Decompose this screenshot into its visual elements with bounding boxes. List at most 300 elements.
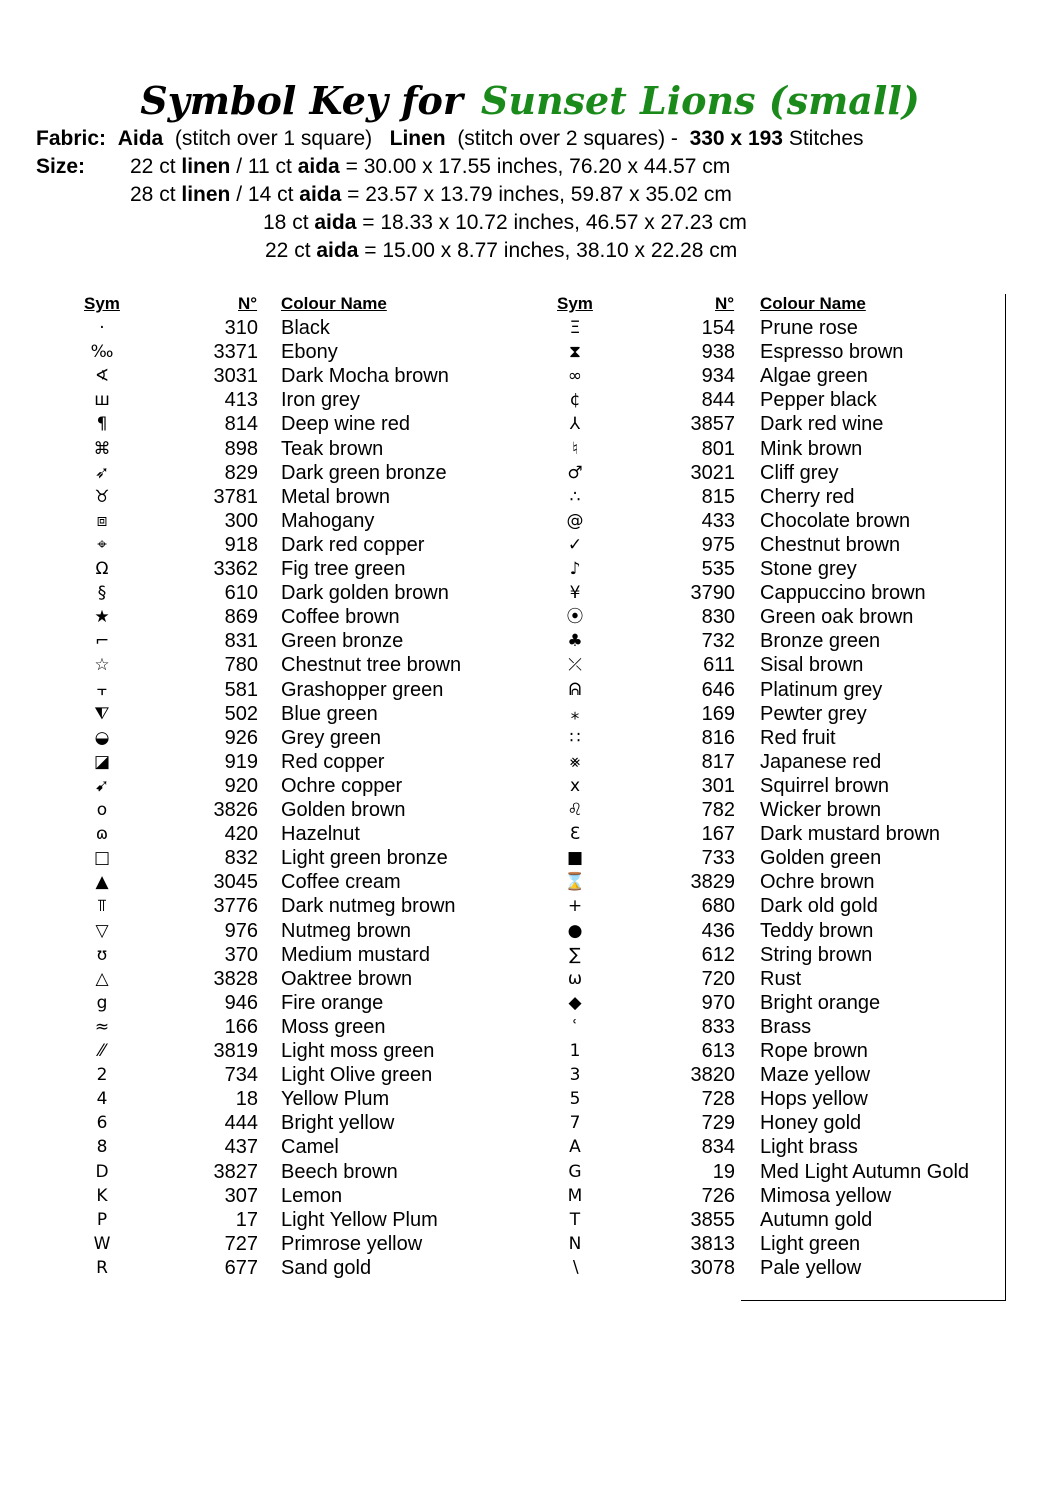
symbol-glyph: ¢ bbox=[569, 390, 581, 411]
floss-number: 734 bbox=[224, 1064, 258, 1087]
colour-name: Metal brown bbox=[281, 485, 390, 508]
symbol-glyph: M bbox=[567, 1185, 583, 1206]
colour-name: Rope brown bbox=[760, 1040, 868, 1062]
floss-number: 433 bbox=[701, 509, 735, 532]
symbol-glyph: · bbox=[99, 318, 105, 338]
colour-name: Mimosa yellow bbox=[760, 1184, 892, 1207]
floss-number: 18 bbox=[235, 1088, 258, 1111]
floss-number: 832 bbox=[224, 847, 258, 870]
floss-number: 154 bbox=[701, 317, 735, 339]
floss-number: 3045 bbox=[213, 871, 258, 894]
table-row bbox=[0, 316, 1060, 340]
floss-number: 437 bbox=[224, 1136, 258, 1159]
symbol-glyph: Ω bbox=[95, 559, 109, 579]
colour-name: Cliff grey bbox=[760, 461, 839, 484]
floss-number: 3362 bbox=[213, 558, 258, 580]
symbol-glyph: ♌ bbox=[567, 800, 583, 820]
header-name-right: Colour Name bbox=[760, 294, 866, 313]
colour-name: Dark red copper bbox=[281, 533, 425, 556]
floss-number: 3031 bbox=[213, 365, 258, 388]
colour-name: Light green bbox=[760, 1232, 861, 1255]
floss-number: 816 bbox=[701, 726, 735, 749]
colour-name: Prune rose bbox=[760, 317, 858, 339]
symbol-glyph: 6 bbox=[96, 1113, 108, 1134]
symbol-glyph: D bbox=[95, 1161, 109, 1182]
fabric-linen: Linen bbox=[389, 127, 446, 150]
fabric-line bbox=[36, 127, 864, 151]
colour-name: Brass bbox=[760, 1015, 812, 1038]
symbol-glyph: 8 bbox=[96, 1137, 108, 1158]
floss-number: 444 bbox=[224, 1112, 258, 1135]
floss-number: 918 bbox=[224, 533, 258, 556]
size-label: Size: bbox=[36, 155, 86, 178]
table-row bbox=[0, 991, 1060, 1015]
colour-name: Mahogany bbox=[281, 509, 375, 532]
symbol-glyph: ‰ bbox=[90, 342, 114, 363]
floss-number: 3855 bbox=[690, 1208, 735, 1231]
table-row bbox=[0, 1184, 1060, 1208]
table-row bbox=[0, 509, 1060, 533]
page-title bbox=[0, 78, 1060, 123]
fabric-label: Fabric: bbox=[36, 127, 107, 150]
floss-number: 814 bbox=[224, 413, 258, 436]
symbol-glyph: ▲ bbox=[95, 872, 109, 893]
floss-number: 646 bbox=[701, 678, 735, 701]
symbol-glyph: ⁎ bbox=[570, 703, 580, 724]
table-row bbox=[0, 870, 1060, 894]
colour-name: Cherry red bbox=[760, 485, 855, 508]
colour-name: Light green bronze bbox=[281, 847, 448, 870]
floss-number: 3828 bbox=[213, 967, 258, 990]
colour-name: Coffee cream bbox=[281, 871, 401, 894]
symbol-glyph: ¥ bbox=[569, 583, 581, 604]
header-num-right: N° bbox=[715, 294, 735, 313]
symbol-glyph: ɷ bbox=[95, 824, 109, 845]
floss-number: 926 bbox=[224, 726, 258, 749]
floss-number: 307 bbox=[224, 1184, 258, 1207]
floss-number: 869 bbox=[224, 606, 258, 629]
symbol-glyph: ⁄⁄ bbox=[99, 1041, 105, 1061]
symbol-glyph: N bbox=[568, 1233, 582, 1254]
symbol-glyph: □ bbox=[93, 848, 111, 869]
header-num-left: N° bbox=[238, 294, 258, 313]
colour-name: Squirrel brown bbox=[760, 774, 889, 797]
symbol-glyph: ω bbox=[567, 968, 583, 989]
floss-number: 833 bbox=[701, 1015, 735, 1038]
colour-name: Golden green bbox=[760, 847, 882, 870]
table-row bbox=[0, 557, 1060, 581]
table-row bbox=[0, 943, 1060, 967]
symbol-glyph: 4 bbox=[96, 1089, 108, 1110]
colour-name: Medium mustard bbox=[281, 943, 430, 966]
size-line-3: 18 ct aida = 18.33 x 10.72 inches, 46.57 x 27.23 cm bbox=[263, 211, 747, 234]
symbol-glyph: K bbox=[96, 1185, 108, 1206]
colour-name: Chestnut brown bbox=[760, 533, 901, 556]
colour-name: Bright yellow bbox=[281, 1112, 395, 1135]
symbol-glyph: ∴ bbox=[569, 486, 581, 507]
floss-number: 436 bbox=[701, 919, 735, 942]
floss-number: 733 bbox=[701, 847, 735, 870]
floss-number: 3776 bbox=[213, 895, 258, 918]
colour-name: Grey green bbox=[281, 726, 382, 749]
symbol-glyph: ■ bbox=[566, 848, 584, 869]
colour-name: Light Olive green bbox=[281, 1064, 433, 1087]
colour-name: Bronze green bbox=[760, 630, 881, 653]
floss-number: 3371 bbox=[213, 341, 258, 364]
table-row bbox=[0, 1015, 1060, 1039]
colour-name: Light moss green bbox=[281, 1040, 435, 1062]
floss-number: 934 bbox=[701, 365, 735, 388]
table-row bbox=[0, 1160, 1060, 1184]
table-row bbox=[0, 629, 1060, 653]
table-row bbox=[0, 1232, 1060, 1256]
header-name-left: Colour Name bbox=[281, 294, 387, 313]
colour-name: Teak brown bbox=[281, 437, 384, 460]
floss-number: 831 bbox=[224, 630, 258, 653]
table-row bbox=[0, 340, 1060, 364]
colour-name: Ochre brown bbox=[760, 871, 875, 894]
symbol-glyph: ш bbox=[94, 390, 110, 411]
colour-name: Beech brown bbox=[281, 1160, 398, 1183]
symbol-glyph: W bbox=[93, 1233, 111, 1254]
floss-number: 612 bbox=[701, 943, 735, 966]
colour-name: Dark mustard brown bbox=[760, 823, 941, 846]
table-row bbox=[0, 653, 1060, 677]
colour-name: Yellow Plum bbox=[281, 1088, 390, 1111]
symbol-glyph: ⧗ bbox=[569, 342, 581, 363]
table-row bbox=[0, 726, 1060, 750]
colour-name: Ebony bbox=[281, 341, 338, 364]
symbol-glyph: @ bbox=[566, 510, 584, 531]
floss-number: 420 bbox=[224, 823, 258, 846]
floss-number: 782 bbox=[701, 799, 735, 821]
colour-name: Lemon bbox=[281, 1184, 343, 1207]
table-row bbox=[0, 1111, 1060, 1135]
colour-name: Pale yellow bbox=[760, 1256, 862, 1279]
floss-number: 3819 bbox=[213, 1040, 258, 1062]
colour-name: Bright orange bbox=[760, 991, 881, 1014]
symbol-glyph: + bbox=[567, 896, 583, 917]
colour-name: Blue green bbox=[281, 702, 378, 725]
colour-name: Sisal brown bbox=[760, 654, 864, 677]
floss-number: 817 bbox=[701, 750, 735, 773]
colour-name: Light brass bbox=[760, 1136, 858, 1159]
symbol-glyph: g bbox=[96, 992, 108, 1013]
table-row bbox=[0, 412, 1060, 436]
table-row bbox=[0, 605, 1060, 629]
symbol-glyph: ◒ bbox=[94, 727, 110, 748]
floss-number: 167 bbox=[701, 823, 735, 846]
symbol-glyph: ⫟ bbox=[96, 679, 108, 700]
symbol-glyph: ✓ bbox=[567, 534, 583, 555]
symbol-glyph: ⧨ bbox=[94, 703, 110, 724]
bottom-border-line bbox=[741, 1300, 1005, 1301]
colour-name: Pewter grey bbox=[760, 702, 867, 725]
table-row bbox=[0, 1256, 1060, 1280]
colour-name: Sand gold bbox=[281, 1256, 372, 1279]
symbol-glyph: ʊ bbox=[96, 944, 108, 965]
colour-name: Camel bbox=[281, 1136, 339, 1159]
size-line-1: 22 ct linen / 11 ct aida = 30.00 x 17.55 inches, 76.20 x 44.57 cm bbox=[130, 155, 731, 178]
header-sym-left: Sym bbox=[84, 294, 120, 313]
colour-name: Teddy brown bbox=[760, 919, 874, 942]
symbol-glyph: ⫪ bbox=[97, 896, 107, 917]
colour-name: Med Light Autumn Gold bbox=[760, 1160, 970, 1183]
colour-name: Dark red wine bbox=[760, 413, 884, 436]
floss-number: 727 bbox=[224, 1232, 258, 1255]
colour-name: Iron grey bbox=[281, 389, 360, 412]
colour-name: Dark golden brown bbox=[281, 582, 449, 605]
table-row bbox=[0, 750, 1060, 774]
symbol-glyph: T bbox=[569, 1209, 581, 1230]
size-line-2: 28 ct linen / 14 ct aida = 23.57 x 13.79 inches, 59.87 x 35.02 cm bbox=[130, 183, 732, 206]
symbol-glyph: ➹ bbox=[94, 775, 110, 796]
symbol-glyph: △ bbox=[95, 968, 109, 989]
colour-name: Platinum grey bbox=[760, 678, 883, 701]
floss-number: 976 bbox=[224, 919, 258, 942]
symbol-glyph: ⌘ bbox=[93, 438, 111, 459]
floss-number: 720 bbox=[701, 967, 735, 990]
table-row bbox=[0, 1135, 1060, 1159]
colour-name: Moss green bbox=[281, 1015, 386, 1038]
floss-number: 3078 bbox=[690, 1256, 735, 1279]
floss-number: 919 bbox=[224, 750, 258, 773]
floss-number: 611 bbox=[703, 654, 735, 677]
floss-number: 3826 bbox=[213, 799, 258, 821]
symbol-glyph: Ɛ bbox=[569, 824, 581, 845]
symbol-glyph: ◪ bbox=[93, 751, 111, 772]
floss-number: 610 bbox=[224, 582, 258, 605]
floss-number: 613 bbox=[701, 1040, 735, 1062]
floss-number: 920 bbox=[224, 774, 258, 797]
symbol-glyph: ⌐ bbox=[94, 631, 110, 652]
floss-number: 3813 bbox=[690, 1232, 735, 1255]
colour-name: Oaktree brown bbox=[281, 967, 413, 990]
fabric-aida: Aida bbox=[117, 127, 164, 150]
colour-name: Fig tree green bbox=[281, 558, 406, 580]
colour-name: Japanese red bbox=[760, 750, 882, 773]
colour-name: Dark Mocha brown bbox=[281, 365, 449, 388]
colour-name: Espresso brown bbox=[760, 341, 904, 364]
table-row bbox=[0, 774, 1060, 798]
colour-name: Coffee brown bbox=[281, 606, 400, 629]
size-line-4: 22 ct aida = 15.00 x 8.77 inches, 38.10 x 22.28 cm bbox=[265, 239, 738, 262]
symbol-glyph: ∖ bbox=[569, 1257, 581, 1278]
symbol-glyph: A bbox=[569, 1137, 581, 1158]
colour-name: Primrose yellow bbox=[281, 1232, 423, 1255]
floss-number: 535 bbox=[701, 558, 735, 580]
colour-name: String brown bbox=[760, 943, 873, 966]
table-row bbox=[0, 846, 1060, 870]
colour-name: Cappuccino brown bbox=[760, 582, 926, 605]
colour-name: Ochre copper bbox=[281, 774, 403, 797]
symbol-glyph: 7 bbox=[569, 1113, 581, 1134]
table-row bbox=[0, 1208, 1060, 1232]
colour-name: Black bbox=[281, 317, 330, 339]
colour-name: Wicker brown bbox=[760, 799, 882, 821]
colour-name: Honey gold bbox=[760, 1112, 862, 1135]
colour-name: Autumn gold bbox=[760, 1208, 873, 1231]
colour-name: Fire orange bbox=[281, 991, 384, 1014]
floss-number: 17 bbox=[235, 1208, 258, 1231]
title-prefix: Symbol Key for bbox=[140, 78, 463, 123]
symbol-glyph: ∑ bbox=[569, 944, 581, 965]
table-row bbox=[0, 822, 1060, 846]
table-row bbox=[0, 894, 1060, 918]
symbol-glyph: ∷ bbox=[569, 727, 581, 748]
symbol-glyph: ☆ bbox=[94, 655, 110, 676]
colour-name: Hazelnut bbox=[281, 823, 360, 846]
colour-name: Red fruit bbox=[760, 726, 836, 749]
symbol-glyph: ¶ bbox=[96, 414, 108, 435]
floss-number: 801 bbox=[701, 437, 735, 460]
symbol-glyph: ● bbox=[567, 920, 583, 941]
header-sym-right: Sym bbox=[557, 294, 593, 313]
table-row bbox=[0, 485, 1060, 509]
table-row bbox=[0, 364, 1060, 388]
symbol-glyph: ♂ bbox=[567, 462, 583, 483]
colour-name: Nutmeg brown bbox=[281, 919, 412, 942]
symbol-glyph: ⌛ bbox=[564, 872, 586, 893]
table-row bbox=[0, 1039, 1060, 1063]
floss-number: 728 bbox=[701, 1088, 735, 1111]
symbol-glyph: ⨳ bbox=[569, 751, 581, 772]
symbol-glyph: ᕱ bbox=[568, 679, 582, 700]
symbol-glyph: ʿ bbox=[572, 1016, 578, 1037]
floss-number: 19 bbox=[712, 1160, 735, 1183]
colour-name: Hops yellow bbox=[760, 1088, 868, 1111]
floss-number: 3827 bbox=[213, 1160, 258, 1183]
symbol-glyph: o bbox=[96, 800, 108, 820]
table-row bbox=[0, 967, 1060, 991]
symbol-glyph: G bbox=[568, 1161, 582, 1182]
colour-name: Golden brown bbox=[281, 799, 406, 821]
table-row bbox=[0, 798, 1060, 822]
floss-number: 830 bbox=[701, 606, 735, 629]
symbol-glyph: ♪ bbox=[569, 559, 581, 579]
colour-name: Dark nutmeg brown bbox=[281, 895, 456, 918]
symbol-glyph: ⦿ bbox=[566, 607, 584, 628]
symbol-glyph: ➶ bbox=[94, 462, 110, 483]
floss-number: 3820 bbox=[690, 1064, 735, 1087]
pattern-name: Sunset Lions (small) bbox=[480, 78, 920, 123]
colour-name: Grashopper green bbox=[281, 678, 444, 701]
colour-name: Algae green bbox=[760, 365, 868, 388]
symbol-glyph: ∞ bbox=[567, 366, 583, 387]
floss-number: 946 bbox=[224, 991, 258, 1014]
floss-number: 938 bbox=[701, 341, 735, 364]
symbol-glyph: ★ bbox=[94, 607, 110, 628]
colour-name: Chestnut tree brown bbox=[281, 654, 462, 677]
symbol-glyph: ⅄ bbox=[569, 414, 581, 435]
table-row bbox=[0, 533, 1060, 557]
floss-number: 680 bbox=[701, 895, 735, 918]
colour-name: Deep wine red bbox=[281, 413, 410, 436]
symbol-glyph: P bbox=[96, 1209, 108, 1230]
colour-name: Pepper black bbox=[760, 389, 877, 412]
floss-number: 970 bbox=[701, 991, 735, 1014]
table-row bbox=[0, 388, 1060, 412]
floss-number: 726 bbox=[701, 1184, 735, 1207]
symbol-glyph: ⌖ bbox=[97, 534, 107, 555]
floss-number: 975 bbox=[701, 533, 735, 556]
table-row bbox=[0, 581, 1060, 605]
colour-name: Chocolate brown bbox=[760, 509, 911, 532]
symbol-glyph: R bbox=[96, 1257, 108, 1278]
symbol-glyph: ♣ bbox=[567, 631, 583, 652]
floss-number: 844 bbox=[701, 389, 735, 412]
floss-number: 370 bbox=[224, 943, 258, 966]
fabric-linen-note: (stitch over 2 squares) - bbox=[457, 127, 678, 150]
floss-number: 780 bbox=[224, 654, 258, 677]
floss-number: 898 bbox=[224, 437, 258, 460]
floss-number: 834 bbox=[701, 1136, 735, 1159]
symbol-glyph: ≈ bbox=[94, 1016, 110, 1037]
floss-number: 300 bbox=[224, 509, 258, 532]
table-row bbox=[0, 1087, 1060, 1111]
floss-number: 166 bbox=[224, 1015, 258, 1038]
symbol-glyph: 1 bbox=[569, 1041, 581, 1061]
symbol-glyph: 2 bbox=[96, 1065, 108, 1086]
symbol-glyph: ∢ bbox=[94, 366, 110, 387]
colour-name: Dark old gold bbox=[760, 895, 878, 918]
colour-name: Maze yellow bbox=[760, 1064, 871, 1087]
floss-number: 310 bbox=[224, 317, 258, 339]
colour-name: Light Yellow Plum bbox=[281, 1208, 438, 1231]
table-row bbox=[0, 702, 1060, 726]
stitch-dimensions: 330 x 193 bbox=[689, 127, 783, 150]
floss-number: 3857 bbox=[690, 413, 735, 436]
floss-number: 829 bbox=[224, 461, 258, 484]
symbol-glyph: Ξ bbox=[569, 318, 581, 338]
colour-name: Mink brown bbox=[760, 437, 863, 460]
floss-number: 169 bbox=[701, 702, 735, 725]
table-row bbox=[0, 678, 1060, 702]
symbol-glyph: ♮ bbox=[571, 438, 579, 459]
colour-name: Dark green bronze bbox=[281, 461, 447, 484]
colour-name: Rust bbox=[760, 967, 802, 990]
symbol-glyph: ◆ bbox=[568, 992, 582, 1013]
table-row bbox=[0, 919, 1060, 943]
symbol-glyph: x bbox=[569, 775, 581, 796]
floss-number: 581 bbox=[224, 678, 258, 701]
symbol-glyph: 5 bbox=[569, 1089, 581, 1110]
floss-number: 732 bbox=[701, 630, 735, 653]
stitch-suffix: Stitches bbox=[788, 127, 864, 150]
symbol-glyph: ♉ bbox=[94, 486, 110, 507]
floss-number: 3790 bbox=[690, 582, 735, 605]
floss-number: 413 bbox=[224, 389, 258, 412]
symbol-glyph: 3 bbox=[569, 1065, 581, 1086]
floss-number: 502 bbox=[224, 702, 258, 725]
colour-name: Green oak brown bbox=[760, 606, 914, 629]
symbol-glyph: ⧈ bbox=[96, 510, 108, 531]
table-row bbox=[0, 437, 1060, 461]
floss-number: 815 bbox=[701, 485, 735, 508]
floss-number: 729 bbox=[701, 1112, 735, 1135]
symbol-glyph: § bbox=[97, 583, 107, 604]
floss-number: 3021 bbox=[690, 461, 735, 484]
symbol-glyph: ▽ bbox=[95, 920, 109, 941]
colour-name: Green bronze bbox=[281, 630, 404, 653]
floss-number: 677 bbox=[224, 1256, 258, 1279]
colour-name: Stone grey bbox=[760, 558, 857, 580]
table-row bbox=[0, 1063, 1060, 1087]
table-row bbox=[0, 461, 1060, 485]
symbol-glyph: ⤫ bbox=[568, 655, 582, 676]
floss-number: 3829 bbox=[690, 871, 735, 894]
floss-number: 3781 bbox=[213, 485, 258, 508]
